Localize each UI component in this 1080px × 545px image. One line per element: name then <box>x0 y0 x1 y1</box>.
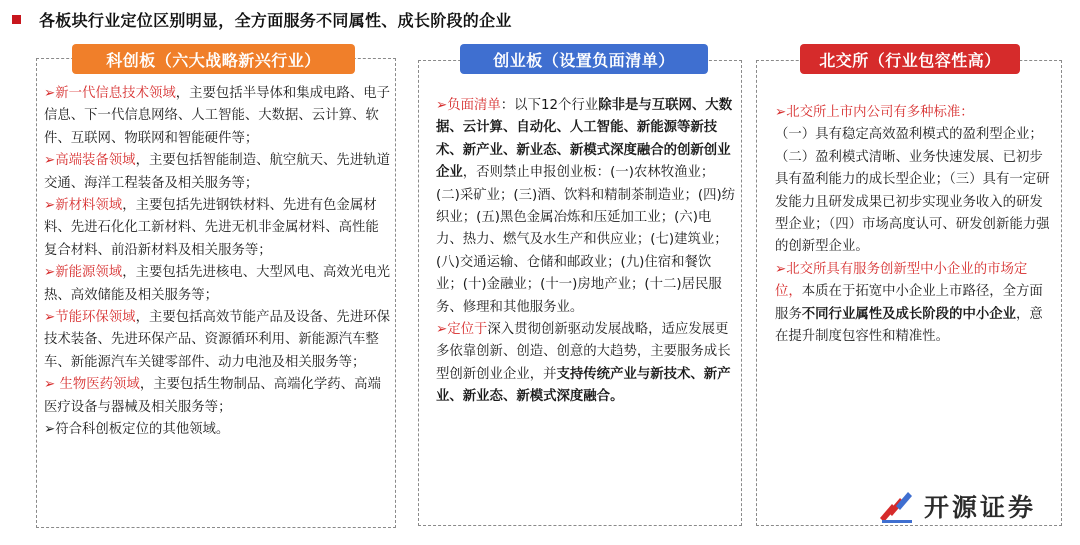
bjs-p1-text: （一）具有稳定高效盈利模式的盈利型企业；（二）盈利模式清晰、业务快速发展、已初步具有盈利能力的成长型企业；（三）具有一定研发能力且研发成果已初步实现业务收入的研发型企业；（四）市场高度认可、研发创新能力强的创新型企业。 <box>775 127 1050 255</box>
cyb-p2-text-a: 深入贯彻创新驱动发展战略，适应发展更多依靠创新、创造、创意的大趋势，主要服务成长型创新创业企业，并 <box>436 322 731 382</box>
kcb-item-label: ➢新能源领域 <box>44 265 123 281</box>
bjs-p2-text-a: 本质在于拓宽中小企业上市路径，全方面服务 <box>775 284 1043 322</box>
kcb-title-badge: 科创板（六大战略新兴行业） <box>72 44 355 74</box>
kcb-item-5 <box>44 310 390 370</box>
kcb-item-2 <box>44 153 390 190</box>
kcb-item-text: ，主要包括智能制造、航空航天、先进轨道交通、海洋工程装备及相关服务等； <box>44 153 390 191</box>
kcb-item-label: ➢ 生物医药领域 <box>44 377 140 393</box>
kcb-item-1 <box>44 86 390 146</box>
bjs-body <box>775 102 1053 348</box>
brand-logo <box>876 486 1036 526</box>
bjs-standards-label: ➢北交所上市内公司有多种标准： <box>775 105 974 120</box>
kcb-item-label: ➢新材料领域 <box>44 198 123 214</box>
kcb-item-last: ➢符合科创板定位的其他领域。 <box>44 422 230 438</box>
kcb-item-text: ，主要包括生物制品、高端化学药、高端医疗设备与器械及相关服务等； <box>44 377 381 415</box>
cyb-p2-bold: 支持传统产业与新技术、新产业、新业态、新模式深度融合。 <box>436 366 731 405</box>
cyb-body <box>436 95 736 409</box>
kcb-body <box>44 83 392 442</box>
cyb-positioning-label: ➢定位于 <box>436 322 488 338</box>
kcb-item-label: ➢高端装备领域 <box>44 153 136 169</box>
cyb-title-badge: 创业板（设置负面清单） <box>460 44 708 74</box>
cyb-negative-list-label: ➢负面清单 <box>436 98 501 113</box>
cyb-p1-bold: 除非是与互联网、大数据、云计算、自动化、人工智能、新能源等新技术、新产业、新业态、新模式深度融合的创新创业企业 <box>436 98 733 181</box>
headline <box>12 6 512 32</box>
headline-bullet-icon <box>12 15 21 24</box>
kcb-item-3 <box>44 198 379 258</box>
kaiyuan-logo-icon <box>876 488 916 524</box>
bjs-p2-text-b: ，意在提升制度包容性和精准性。 <box>775 306 1043 345</box>
bjs-title-badge: 北交所（行业包容性高） <box>800 44 1020 74</box>
bjs-positioning-label: ➢北交所具有服务创新型中小企业的市场定位， <box>775 261 1028 300</box>
bjs-p2-bold: 不同行业属性及成长阶段的中小企业 <box>801 306 1017 322</box>
cyb-p1-text-a: ：以下12个行业 <box>500 98 599 113</box>
kcb-item-label: ➢节能环保领域 <box>44 310 136 326</box>
kcb-item-4 <box>44 265 390 302</box>
kcb-item-text: ，主要包括半导体和集成电路、电子信息、下一代信息网络、人工智能、大数据、云计算、软件、互联网、物联网和智能硬件等； <box>44 86 390 146</box>
kcb-item-text: ，主要包括先进核电、大型风电、高效光电光热、高效储能及相关服务等； <box>44 265 390 303</box>
kcb-item-text: ，主要包括先进钢铁材料、先进有色金属材料、先进石化化工新材料、先进无机非金属材料、高性能复合材料、前沿新材料及相关服务等； <box>44 198 379 258</box>
page-title: 各板块行业定位区别明显，全方面服务不同属性、成长阶段的企业 <box>39 10 512 30</box>
brand-name: 开源证券 <box>924 493 1037 522</box>
kcb-item-label: ➢新一代信息技术领域 <box>44 86 176 101</box>
kcb-item-text: ，主要包括高效节能产品及设备、先进环保技术装备、先进环保产品、资源循环利用、新能源汽车整车、新能源汽车关键零部件、动力电池及相关服务等； <box>44 310 390 370</box>
kcb-item-6 <box>44 377 381 414</box>
cyb-p1-text-b: ，否则禁止申报创业板：(一)农林牧渔业；(二)采矿业；(三)酒、饮料和精制茶制造业；(四)纺织业；(五)黑色金属冶炼和压延加工业；(六)电力、热力、燃气及水生产和供应业；(七)建筑业；(八)交通运输、仓储和邮政业；(九)住宿和餐饮业；(十)金融业；(十一)房地产业；(十二)居民服务、修理和其他服务业。 <box>436 165 736 315</box>
